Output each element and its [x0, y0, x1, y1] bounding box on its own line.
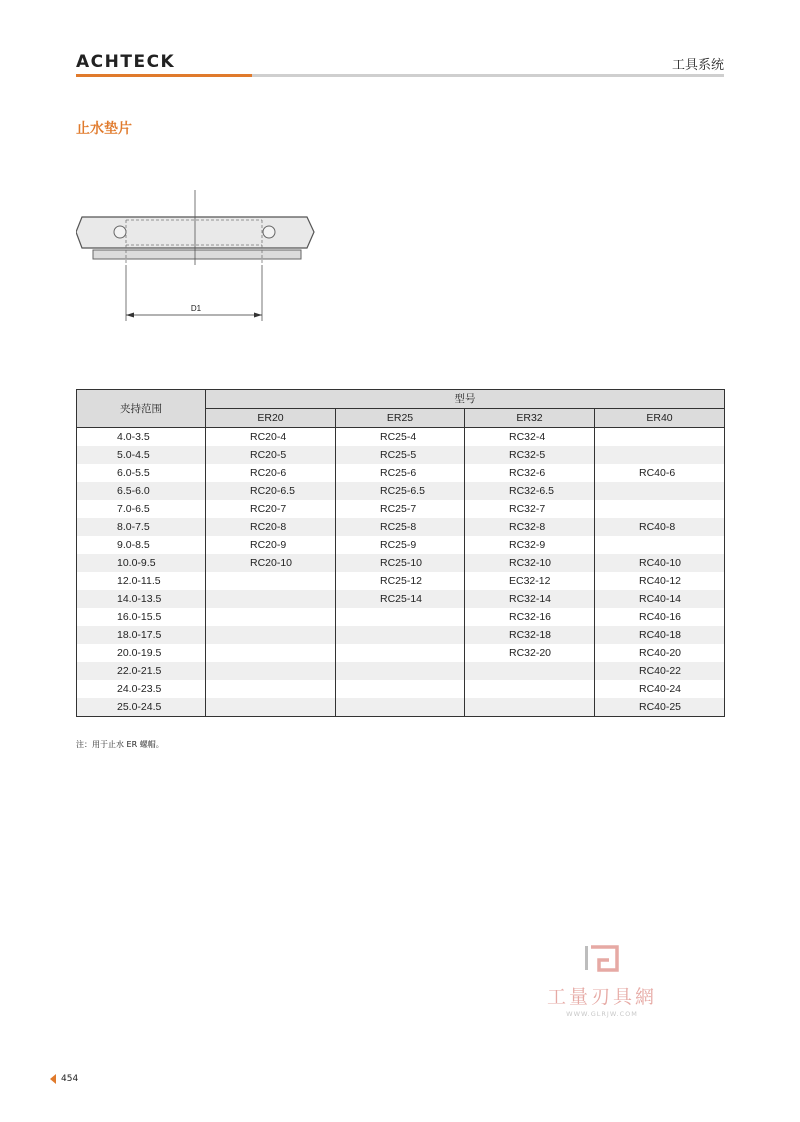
model-cell-er20: RC20-7 — [206, 500, 336, 518]
model-cell-er40 — [595, 446, 725, 464]
table-row — [77, 500, 725, 518]
range-cell: 9.0-8.5 — [77, 536, 206, 554]
watermark-url: WWW.GLRJW.COM — [566, 1010, 638, 1018]
model-cell-er25 — [336, 626, 465, 644]
table-row — [77, 446, 725, 464]
watermark-logo-icon — [579, 944, 625, 978]
table-row — [77, 644, 725, 662]
range-cell: 7.0-6.5 — [77, 500, 206, 518]
seal-base-plate — [93, 250, 301, 259]
brand-logo: ACHTECK — [76, 52, 176, 72]
section-label: 工具系统 — [671, 58, 724, 73]
model-cell-er25: RC25-12 — [336, 572, 465, 590]
model-cell-er20: RC20-8 — [206, 518, 336, 536]
table-row — [77, 626, 725, 644]
dimension-label: D1 — [190, 304, 202, 313]
model-cell-er20: RC20-6 — [206, 464, 336, 482]
model-cell-er20: RC20-4 — [206, 428, 336, 447]
model-cell-er40: RC40-8 — [595, 518, 725, 536]
table-note: 注：用于止水 ER 螺帽。 — [76, 740, 164, 749]
model-cell-er32: RC32-10 — [465, 554, 595, 572]
model-cell-er25: RC25-14 — [336, 590, 465, 608]
model-cell-er40: RC40-14 — [595, 590, 725, 608]
model-cell-er32: RC32-20 — [465, 644, 595, 662]
model-cell-er32: RC32-8 — [465, 518, 595, 536]
model-cell-er32: EC32-12 — [465, 572, 595, 590]
table-row — [77, 680, 725, 698]
range-cell: 22.0-21.5 — [77, 662, 206, 680]
col-header-er25: ER25 — [336, 409, 465, 428]
model-cell-er40 — [595, 428, 725, 447]
model-cell-er32: RC32-9 — [465, 536, 595, 554]
range-cell: 24.0-23.5 — [77, 680, 206, 698]
seal-diagram — [76, 185, 336, 325]
model-cell-er25 — [336, 644, 465, 662]
model-cell-er32 — [465, 662, 595, 680]
model-cell-er20 — [206, 644, 336, 662]
model-cell-er25: RC25-5 — [336, 446, 465, 464]
page-number — [50, 1074, 78, 1084]
model-cell-er40: RC40-25 — [595, 698, 725, 717]
model-cell-er20 — [206, 680, 336, 698]
range-cell: 6.5-6.0 — [77, 482, 206, 500]
table-row — [77, 536, 725, 554]
model-cell-er20 — [206, 626, 336, 644]
range-cell: 18.0-17.5 — [77, 626, 206, 644]
range-cell: 5.0-4.5 — [77, 446, 206, 464]
col-header-er20: ER20 — [206, 409, 336, 428]
range-cell: 14.0-13.5 — [77, 590, 206, 608]
model-cell-er25 — [336, 608, 465, 626]
model-cell-er25 — [336, 698, 465, 717]
model-cell-er25 — [336, 680, 465, 698]
col-header-er32: ER32 — [465, 409, 595, 428]
model-cell-er20 — [206, 698, 336, 717]
range-cell: 10.0-9.5 — [77, 554, 206, 572]
model-cell-er40 — [595, 482, 725, 500]
range-header: 夹持范围 — [77, 390, 206, 428]
model-cell-er32: RC32-6.5 — [465, 482, 595, 500]
table-row — [77, 482, 725, 500]
header-rule-accent — [76, 74, 252, 77]
table-row — [77, 698, 725, 717]
model-cell-er20: RC20-10 — [206, 554, 336, 572]
model-cell-er32: RC32-16 — [465, 608, 595, 626]
model-cell-er32: RC32-5 — [465, 446, 595, 464]
o-ring-right — [263, 226, 275, 238]
table-row — [77, 464, 725, 482]
model-cell-er20: RC20-9 — [206, 536, 336, 554]
table-row — [77, 608, 725, 626]
model-cell-er25: RC25-4 — [336, 428, 465, 447]
model-cell-er25: RC25-8 — [336, 518, 465, 536]
range-cell: 25.0-24.5 — [77, 698, 206, 717]
table-row — [77, 572, 725, 590]
table-row — [77, 662, 725, 680]
model-cell-er32 — [465, 680, 595, 698]
range-cell: 20.0-19.5 — [77, 644, 206, 662]
model-cell-er40: RC40-20 — [595, 644, 725, 662]
range-cell: 4.0-3.5 — [77, 428, 206, 447]
header-rule — [252, 74, 724, 77]
model-cell-er40: RC40-18 — [595, 626, 725, 644]
range-cell: 8.0-7.5 — [77, 518, 206, 536]
model-cell-er25: RC25-9 — [336, 536, 465, 554]
watermark — [532, 944, 672, 1018]
model-cell-er40 — [595, 500, 725, 518]
range-cell: 6.0-5.5 — [77, 464, 206, 482]
model-cell-er40: RC40-12 — [595, 572, 725, 590]
o-ring-left — [114, 226, 126, 238]
model-cell-er40: RC40-16 — [595, 608, 725, 626]
table-row — [77, 518, 725, 536]
model-cell-er32: RC32-4 — [465, 428, 595, 447]
spec-table — [76, 389, 725, 717]
page-title: 止水垫片 — [76, 121, 132, 137]
model-cell-er20: RC20-6.5 — [206, 482, 336, 500]
model-cell-er32: RC32-18 — [465, 626, 595, 644]
watermark-name: 工量刃具網 — [546, 986, 657, 1008]
model-cell-er32: RC32-6 — [465, 464, 595, 482]
col-header-er40: ER40 — [595, 409, 725, 428]
page-arrow-icon — [50, 1074, 56, 1084]
model-cell-er40: RC40-24 — [595, 680, 725, 698]
model-cell-er20 — [206, 662, 336, 680]
model-cell-er40 — [595, 536, 725, 554]
table-row — [77, 428, 725, 447]
model-cell-er25 — [336, 662, 465, 680]
model-cell-er20 — [206, 590, 336, 608]
model-cell-er32: RC32-7 — [465, 500, 595, 518]
page-number-label: 454 — [61, 1074, 79, 1084]
model-cell-er40: RC40-22 — [595, 662, 725, 680]
model-cell-er20 — [206, 572, 336, 590]
model-cell-er40: RC40-10 — [595, 554, 725, 572]
model-cell-er20: RC20-5 — [206, 446, 336, 464]
model-cell-er40: RC40-6 — [595, 464, 725, 482]
model-cell-er32 — [465, 698, 595, 717]
range-cell: 16.0-15.5 — [77, 608, 206, 626]
model-header: 型号 — [206, 390, 725, 409]
model-cell-er25: RC25-10 — [336, 554, 465, 572]
model-cell-er25: RC25-6.5 — [336, 482, 465, 500]
model-cell-er25: RC25-6 — [336, 464, 465, 482]
model-cell-er32: RC32-14 — [465, 590, 595, 608]
range-cell: 12.0-11.5 — [77, 572, 206, 590]
model-cell-er20 — [206, 608, 336, 626]
table-row — [77, 554, 725, 572]
model-cell-er25: RC25-7 — [336, 500, 465, 518]
table-row — [77, 590, 725, 608]
